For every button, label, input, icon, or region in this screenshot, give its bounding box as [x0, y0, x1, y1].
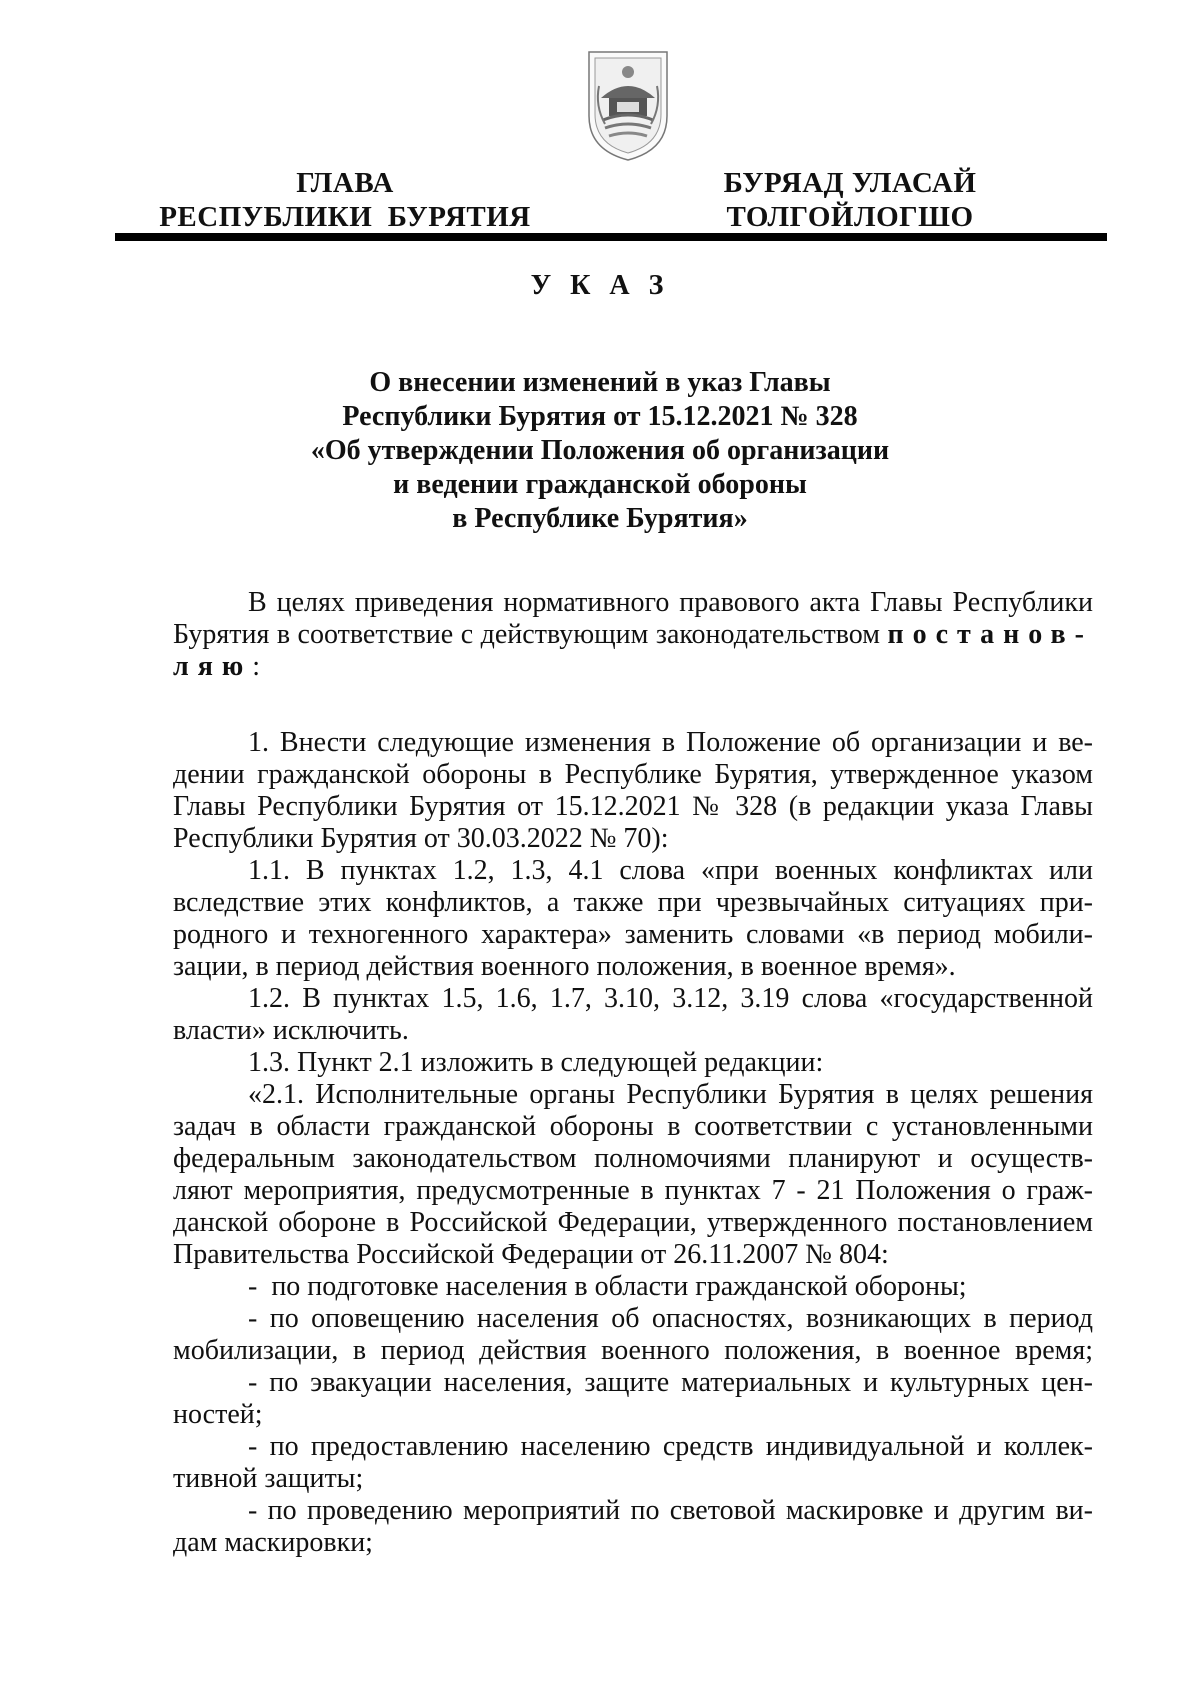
body-line: «2.1. Исполнительные органы Республики Бурятия в целях решения [248, 1079, 1093, 1110]
body-line: 1.3. Пункт 2.1 изложить в следующей редакции: [248, 1047, 824, 1078]
body-line: - по предоставлению населению средств индивидуальной и коллек- [248, 1431, 1093, 1462]
title-line: Республики Бурятия от 15.12.2021 № 328 [342, 401, 858, 432]
body-line: - по проведению мероприятий по световой маскировке и другим ви- [248, 1495, 1093, 1526]
title-line: «Об утверждении Положения об организации [310, 435, 890, 466]
document-type: У К А З [530, 270, 670, 301]
header-left [155, 166, 535, 234]
body-line: мобилизации, в период действия военного положения, в военное время; [173, 1335, 1093, 1366]
title-line: и ведении гражданской обороны [393, 469, 807, 500]
decree-keyword-end: ляю [173, 651, 253, 682]
preamble-text: Бурятия в соответствие с действующим законодательством [173, 619, 880, 650]
body-line: 1. Внести следующие изменения в Положение об организации и ве- [248, 727, 1093, 758]
body-line: 1.2. В пунктах 1.5, 1.6, 1.7, 3.10, 3.12, 3.19 слова «государственной [248, 983, 1093, 1014]
preamble-line: В целях приведения нормативного правового акта Главы Республики [248, 587, 1093, 618]
header-divider [115, 233, 1107, 241]
title-line: в Республике Бурятия» [452, 503, 748, 534]
body-line: ностей; [173, 1399, 263, 1430]
preamble-line [173, 651, 1093, 683]
preamble-colon: : [252, 651, 261, 682]
body-line: - по подготовке населения в области гражданской обороны; [248, 1271, 967, 1302]
body-line: федеральным законодательством полномочиями планируют и осуществ- [173, 1143, 1093, 1174]
header-left-line1: ГЛАВА [296, 167, 394, 199]
header-left-line2: РЕСПУБЛИКИ БУРЯТИЯ [159, 201, 531, 233]
decree-body [173, 727, 1093, 1559]
body-line: Правительства Российской Федерации от 26.11.2007 № 804: [173, 1239, 889, 1270]
coat-of-arms-icon [585, 46, 671, 164]
preamble-line [173, 619, 1093, 651]
body-line: данской обороне в Российской Федерации, утвержденного постановлением [173, 1207, 1093, 1238]
preamble [173, 587, 1093, 683]
header-right-line1: БУРЯАД УЛАСАЙ [723, 167, 977, 199]
body-line: - по эвакуации населения, защите материальных и культурных цен- [248, 1367, 1093, 1398]
body-line: власти» исключить. [173, 1015, 409, 1046]
body-line: вследствие этих конфликтов, а также при чрезвычайных ситуациях при- [173, 887, 1093, 918]
title-line: О внесении изменений в указ Главы [369, 367, 831, 398]
decree-keyword: постанов- [887, 619, 1093, 650]
body-line: задач в области гражданской обороны в соответствии с установленными [173, 1111, 1093, 1142]
body-line: зации, в период действия военного положения, в военное время». [173, 951, 956, 982]
body-line: ляют мероприятия, предусмотренные в пунктах 7 - 21 Положения о граж- [173, 1175, 1093, 1206]
header-right-line2: ТОЛГОЙЛОГШО [726, 201, 974, 233]
body-line: тивной защиты; [173, 1463, 364, 1494]
body-line: дении гражданской обороны в Республике Бурятия, утвержденное указом [173, 759, 1093, 790]
document-title [200, 366, 1000, 536]
body-line: Главы Республики Бурятия от 15.12.2021 № 328 (в редакции указа Главы [173, 791, 1093, 822]
body-line: - по оповещению населения об опасностях, возникающих в период [248, 1303, 1093, 1334]
body-line: дам маскировки; [173, 1527, 373, 1558]
body-line: 1.1. В пунктах 1.2, 1.3, 4.1 слова «при военных конфликтах или [248, 855, 1093, 886]
header-right [700, 166, 1000, 234]
body-line: Республики Бурятия от 30.03.2022 № 70): [173, 823, 669, 854]
body-line: родного и техногенного характера» заменить словами «в период мобили- [173, 919, 1093, 950]
